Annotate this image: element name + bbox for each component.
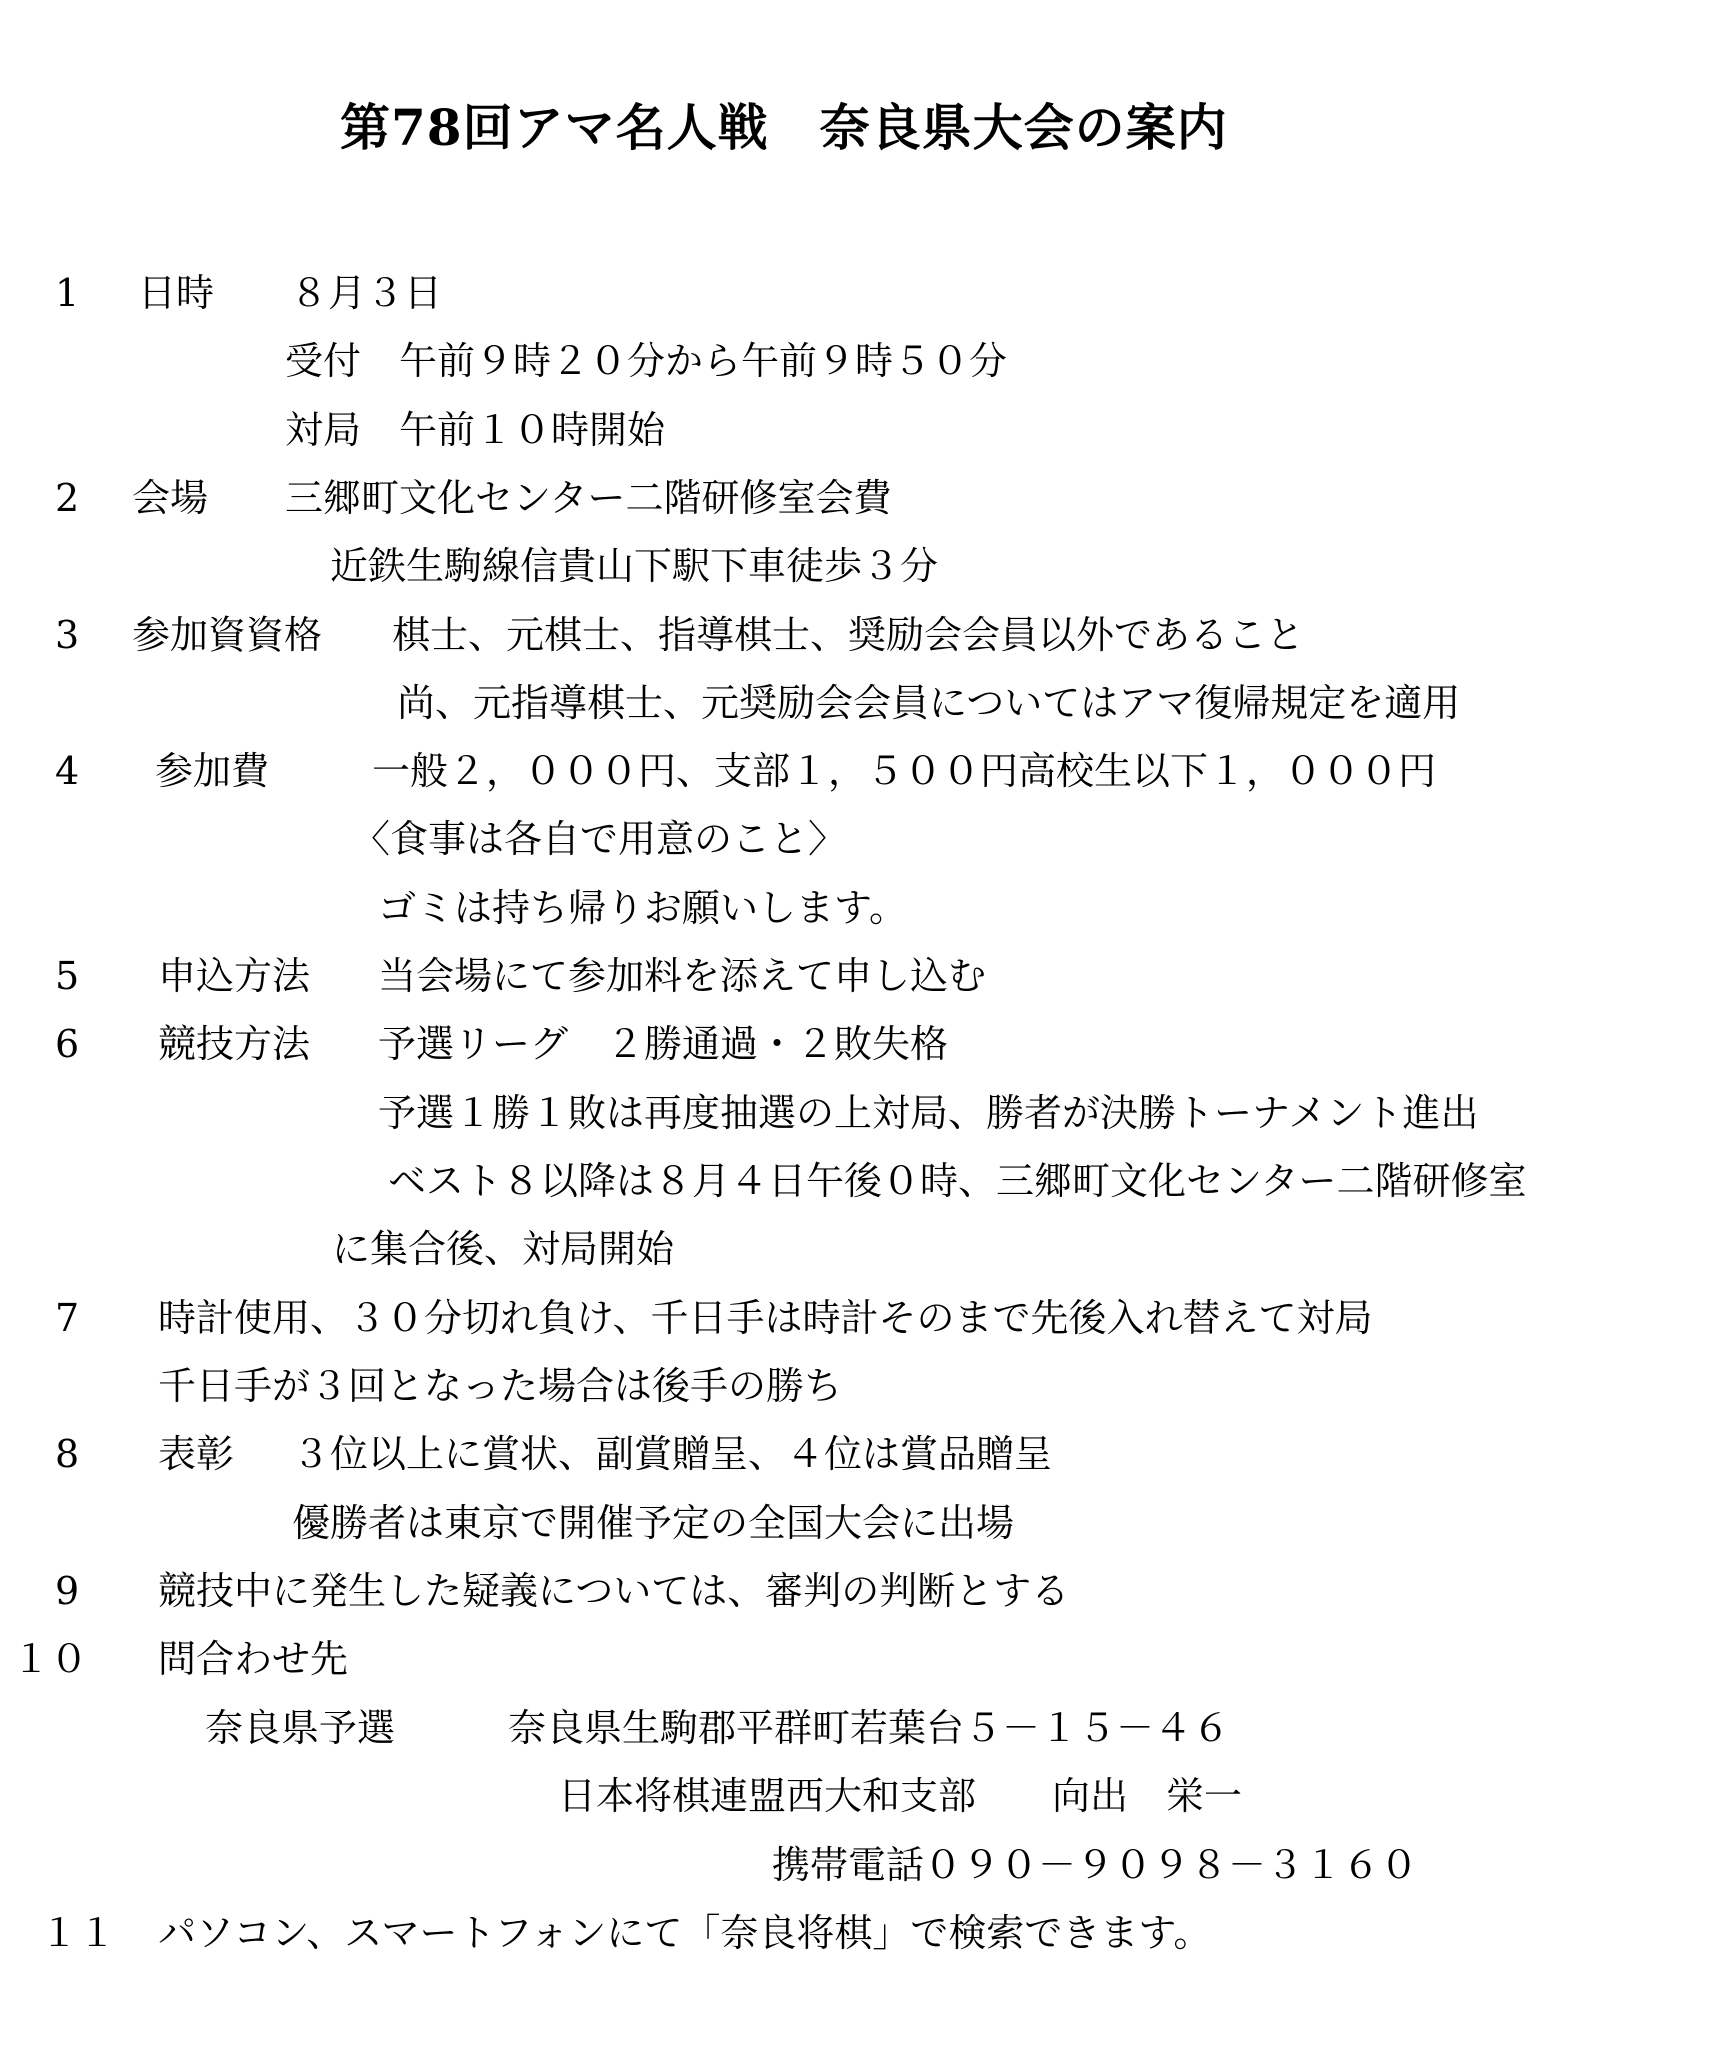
item-10-text: 問合わせ先 xyxy=(158,1637,349,1681)
item-2-access: 近鉄生駒線信貴山下駅下車徒歩３分 xyxy=(330,544,939,588)
item-11-text: パソコン、スマートフォンにて「奈良将棋」で検索できます。 xyxy=(158,1911,1212,1955)
item-1-number: 1 xyxy=(55,271,80,315)
contact-phone: 携帯電話０９０－９０９８－３１６０ xyxy=(772,1843,1419,1887)
item-4-meal-note: 〈食事は各自で用意のこと〉 xyxy=(352,817,847,861)
item-2-text: 三郷町文化センター二階研修室会費 xyxy=(285,476,892,520)
item-6-label: 競技方法 xyxy=(158,1022,311,1066)
item-1-text: ８月３日 xyxy=(290,271,443,315)
item-3-number: 3 xyxy=(55,613,80,657)
item-4-trash-note: ゴミは持ち帰りお願いします。 xyxy=(378,886,907,930)
item-1-reception: 受付 午前９時２０分から午前９時５０分 xyxy=(285,339,1008,383)
item-1-label: 日時 xyxy=(138,271,215,315)
item-7-text: 時計使用、３０分切れ負け、千日手は時計そのまで先後入れ替えて対局 xyxy=(158,1296,1373,1340)
item-4-label: 参加費 xyxy=(155,749,270,793)
contact-organization: 日本将棋連盟西大和支部 向出 栄一 xyxy=(558,1774,1243,1818)
item-2-label: 会場 xyxy=(132,476,209,520)
item-5-text: 当会場にて参加料を添えて申し込む xyxy=(378,954,987,998)
item-4-number: 4 xyxy=(55,749,80,793)
item-8-number: 8 xyxy=(55,1432,80,1476)
item-3-text: 棋士、元棋士、指導棋士、奨励会会員以外であること xyxy=(392,613,1305,657)
item-6-text: 予選リーグ ２勝通過・２敗失格 xyxy=(378,1022,949,1066)
document-title: 第78回アマ名人戦 奈良県大会の案内 xyxy=(340,98,1228,157)
item-3-label: 参加資資格 xyxy=(132,613,323,657)
item-8-detail: 優勝者は東京で開催予定の全国大会に出場 xyxy=(292,1501,1015,1545)
item-3-note: 尚、元指導棋士、元奨励会会員についてはアマ復帰規定を適用 xyxy=(397,681,1461,725)
item-9-number: 9 xyxy=(55,1569,80,1613)
item-8-text: ３位以上に賞状、副賞贈呈、４位は賞品贈呈 xyxy=(292,1432,1053,1476)
item-5-label: 申込方法 xyxy=(158,954,311,998)
item-11-number: １１ xyxy=(40,1911,117,1955)
item-6-detail-1: 予選１勝１敗は再度抽選の上対局、勝者が決勝トーナメント進出 xyxy=(378,1091,1479,1135)
item-1-game-start: 対局 午前１０時開始 xyxy=(285,408,666,452)
item-4-text: 一般２，０００円、支部１，５００円高校生以下１，０００円 xyxy=(372,749,1437,793)
contact-label: 奈良県予選 xyxy=(205,1706,396,1750)
item-6-detail-2: ベスト８以降は８月４日午後０時、三郷町文化センター二階研修室 xyxy=(388,1159,1527,1203)
item-6-number: 6 xyxy=(55,1022,80,1066)
item-5-number: 5 xyxy=(55,954,80,998)
item-2-number: 2 xyxy=(55,476,80,520)
item-9-text: 競技中に発生した疑義については、審判の判断とする xyxy=(158,1569,1070,1613)
item-6-detail-3: に集合後、対局開始 xyxy=(332,1227,675,1271)
item-7-number: 7 xyxy=(55,1296,80,1340)
item-7-detail: 千日手が３回となった場合は後手の勝ち xyxy=(158,1364,843,1408)
item-10-number: １０ xyxy=(12,1637,89,1681)
contact-address: 奈良県生駒郡平群町若葉台５－１５－４６ xyxy=(508,1706,1231,1750)
item-8-label: 表彰 xyxy=(158,1432,235,1476)
